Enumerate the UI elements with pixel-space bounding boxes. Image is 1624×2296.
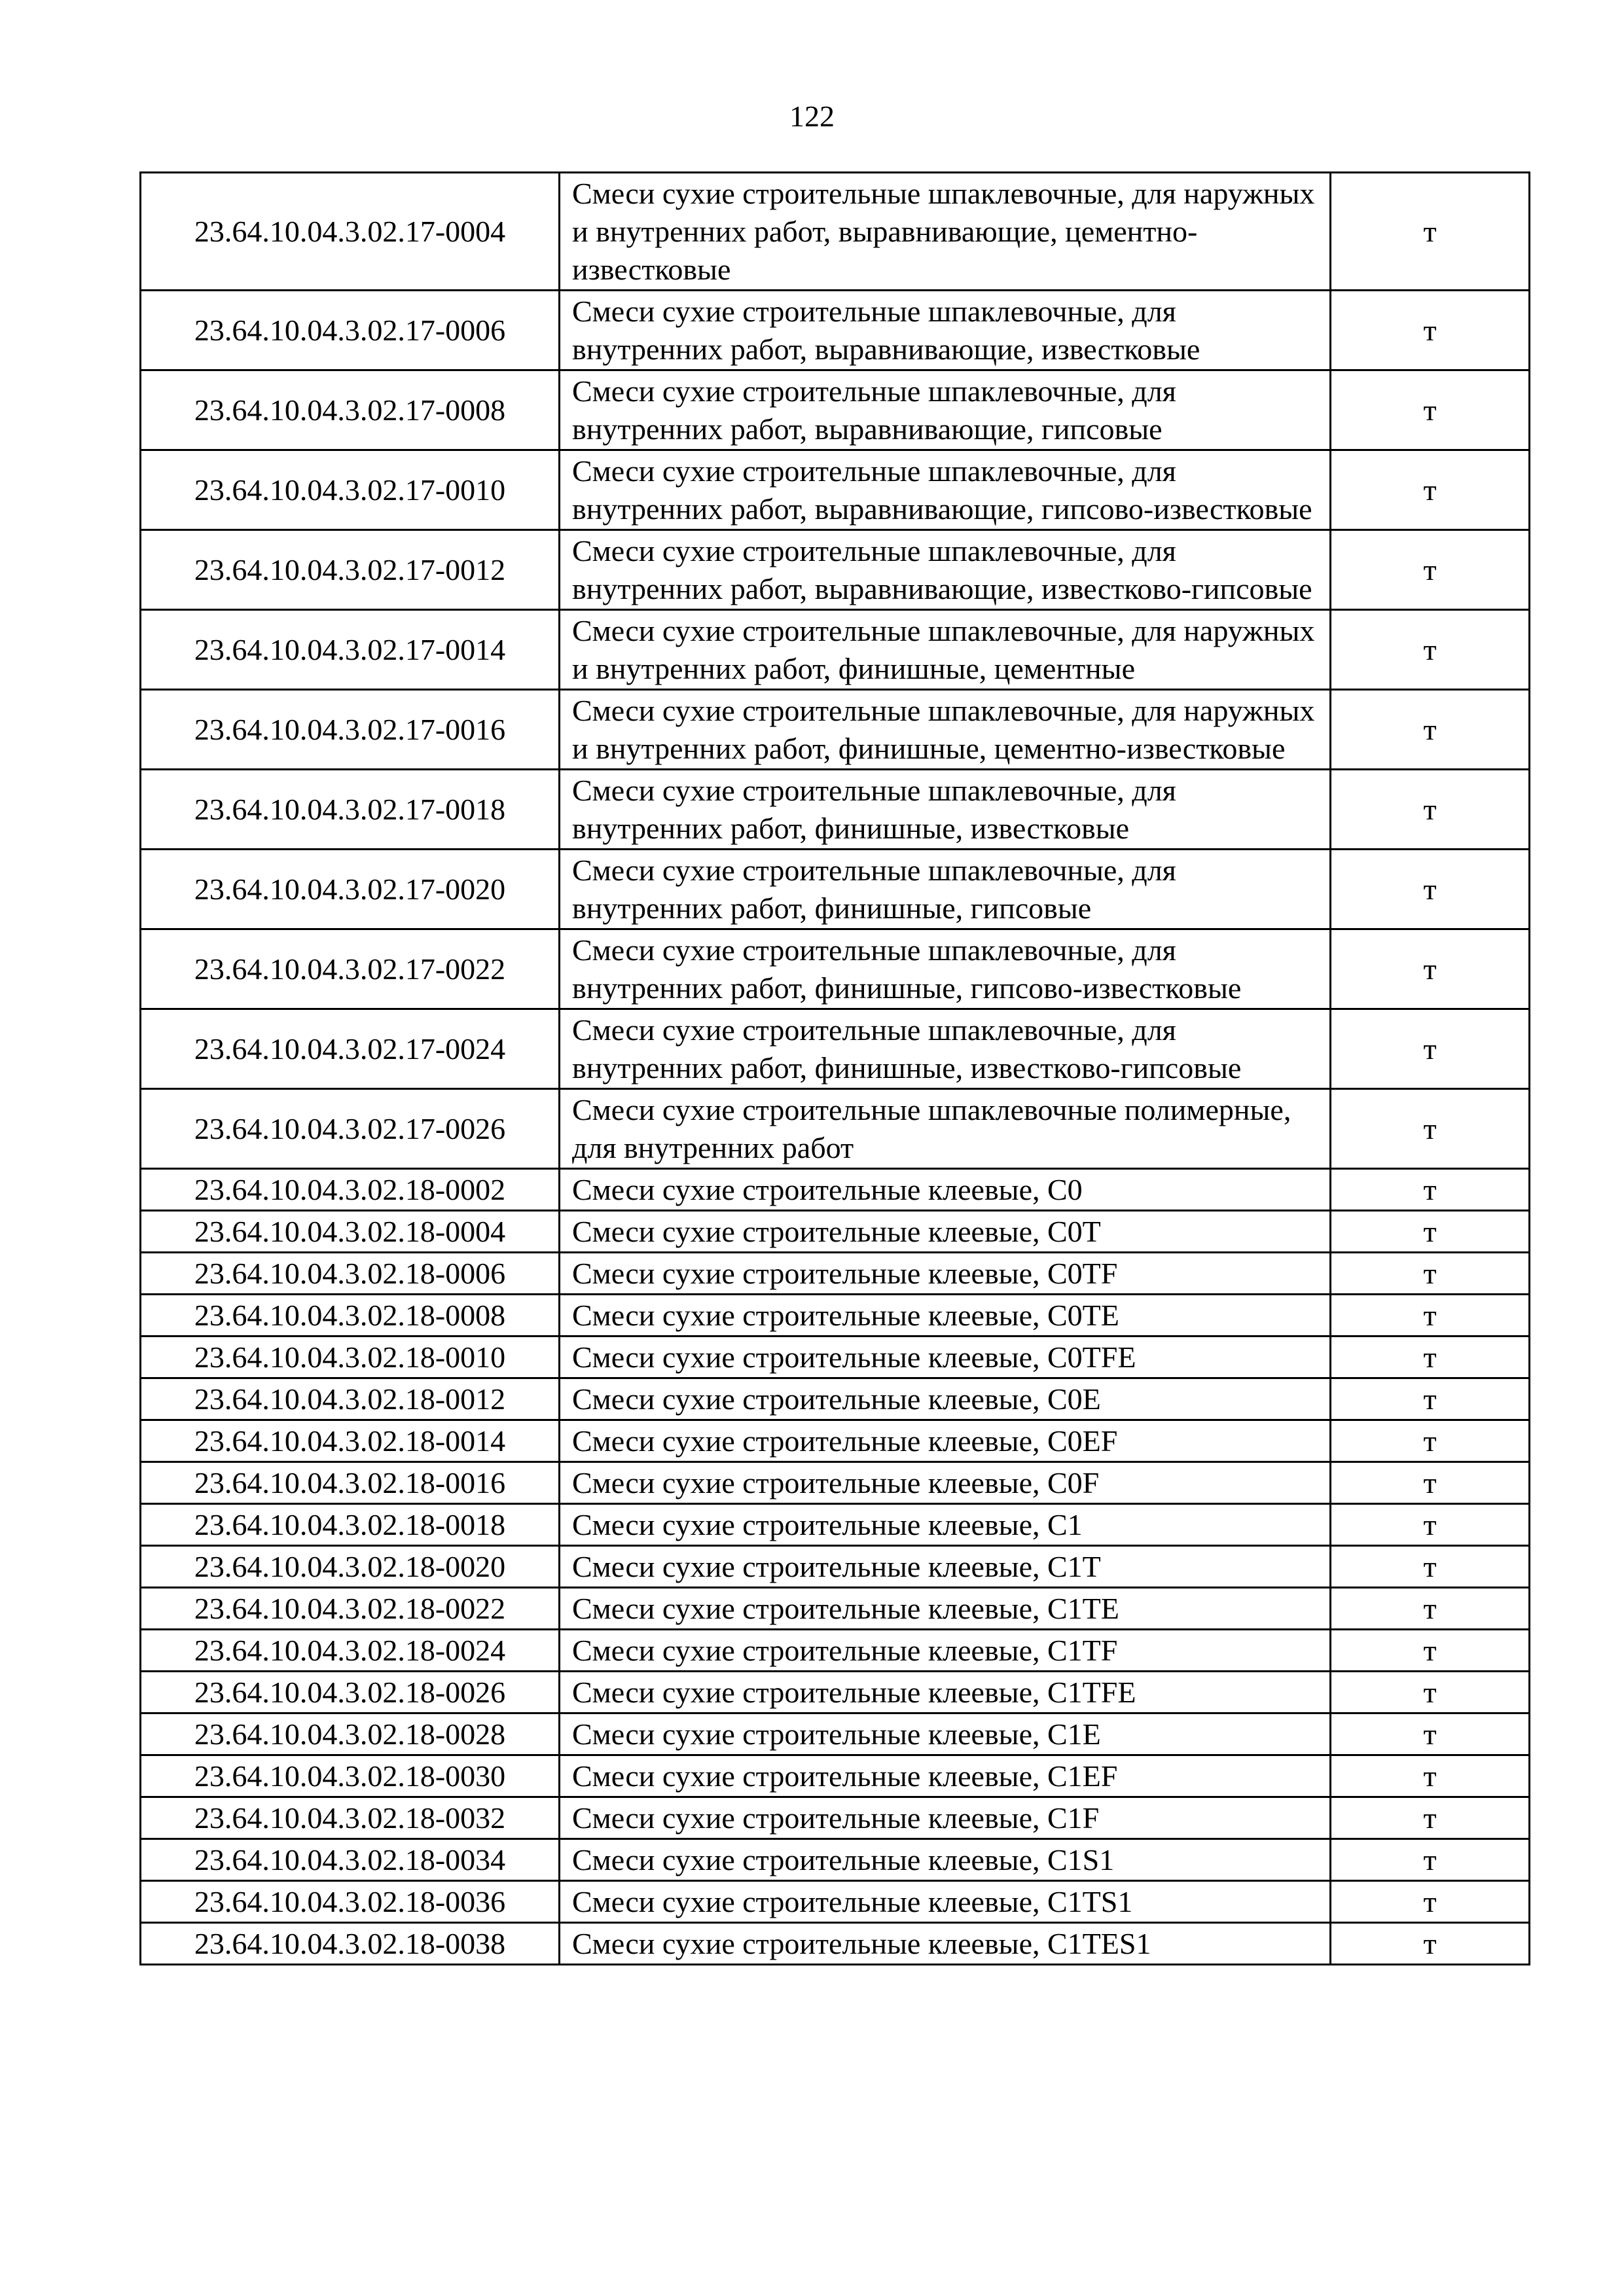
- table-row: [141, 291, 1530, 370]
- row-unit-cell: т: [1331, 690, 1530, 770]
- row-code-cell: 23.64.10.04.3.02.18-0012: [141, 1378, 560, 1420]
- row-name-cell: Смеси сухие строительные клеевые, C0TFE: [560, 1336, 1331, 1378]
- row-unit-cell: т: [1331, 1797, 1530, 1839]
- row-code-cell: 23.64.10.04.3.02.17-0020: [141, 850, 560, 929]
- table-row: [141, 1755, 1530, 1797]
- table-body: [141, 173, 1530, 1965]
- row-name-cell: Смеси сухие строительные клеевые, C0F: [560, 1462, 1331, 1504]
- row-name-cell: Смеси сухие строительные шпаклевочные, для внутренних работ, финишные, известковые: [560, 770, 1331, 850]
- row-unit-cell: т: [1331, 1378, 1530, 1420]
- table-row: [141, 1211, 1530, 1253]
- table-row: [141, 1504, 1530, 1546]
- table-row: [141, 929, 1530, 1009]
- table-row: [141, 1546, 1530, 1588]
- row-name-cell: Смеси сухие строительные клеевые, C0TF: [560, 1253, 1331, 1295]
- row-code-cell: 23.64.10.04.3.02.18-0022: [141, 1588, 560, 1630]
- page-number: 122: [789, 99, 835, 133]
- row-unit-cell: т: [1331, 1672, 1530, 1713]
- table-row: [141, 1420, 1530, 1462]
- row-unit-cell: т: [1331, 1295, 1530, 1336]
- table-row: [141, 1630, 1530, 1672]
- row-code-cell: 23.64.10.04.3.02.17-0006: [141, 291, 560, 370]
- row-name-cell: Смеси сухие строительные клеевые, C0EF: [560, 1420, 1331, 1462]
- row-name-cell: Смеси сухие строительные шпаклевочные, для внутренних работ, выравнивающие, гипсовые: [560, 370, 1331, 450]
- row-code-cell: 23.64.10.04.3.02.17-0022: [141, 929, 560, 1009]
- row-unit-cell: т: [1331, 1089, 1530, 1169]
- row-code-cell: 23.64.10.04.3.02.18-0002: [141, 1169, 560, 1211]
- row-code-cell: 23.64.10.04.3.02.17-0010: [141, 450, 560, 530]
- row-code-cell: 23.64.10.04.3.02.17-0026: [141, 1089, 560, 1169]
- row-unit-cell: т: [1331, 929, 1530, 1009]
- row-code-cell: 23.64.10.04.3.02.17-0018: [141, 770, 560, 850]
- row-name-cell: Смеси сухие строительные шпаклевочные, для внутренних работ, финишные, известково-гипсовые: [560, 1009, 1331, 1089]
- row-name-cell: Смеси сухие строительные клеевые, C1S1: [560, 1839, 1331, 1881]
- table-row: [141, 1462, 1530, 1504]
- table-row: [141, 770, 1530, 850]
- table-row: [141, 1336, 1530, 1378]
- row-code-cell: 23.64.10.04.3.02.17-0004: [141, 173, 560, 291]
- table-row: [141, 1169, 1530, 1211]
- row-name-cell: Смеси сухие строительные клеевые, C1E: [560, 1713, 1331, 1755]
- row-code-cell: 23.64.10.04.3.02.17-0024: [141, 1009, 560, 1089]
- row-unit-cell: т: [1331, 1755, 1530, 1797]
- row-code-cell: 23.64.10.04.3.02.18-0008: [141, 1295, 560, 1336]
- row-code-cell: 23.64.10.04.3.02.18-0026: [141, 1672, 560, 1713]
- table-row: [141, 1839, 1530, 1881]
- table-row: [141, 1713, 1530, 1755]
- row-unit-cell: т: [1331, 850, 1530, 929]
- row-unit-cell: т: [1331, 450, 1530, 530]
- row-unit-cell: т: [1331, 1839, 1530, 1881]
- row-code-cell: 23.64.10.04.3.02.18-0032: [141, 1797, 560, 1839]
- row-unit-cell: т: [1331, 1253, 1530, 1295]
- row-code-cell: 23.64.10.04.3.02.18-0014: [141, 1420, 560, 1462]
- table-row: [141, 1588, 1530, 1630]
- table-row: [141, 1089, 1530, 1169]
- row-unit-cell: т: [1331, 530, 1530, 610]
- row-name-cell: Смеси сухие строительные клеевые, C0TE: [560, 1295, 1331, 1336]
- table-row: [141, 450, 1530, 530]
- row-name-cell: Смеси сухие строительные шпаклевочные, для внутренних работ, финишные, гипсово-известковые: [560, 929, 1331, 1009]
- row-name-cell: Смеси сухие строительные клеевые, C1T: [560, 1546, 1331, 1588]
- row-unit-cell: т: [1331, 1923, 1530, 1965]
- row-code-cell: 23.64.10.04.3.02.18-0020: [141, 1546, 560, 1588]
- row-name-cell: Смеси сухие строительные клеевые, C1TFE: [560, 1672, 1331, 1713]
- table-row: [141, 1881, 1530, 1923]
- row-unit-cell: т: [1331, 370, 1530, 450]
- row-name-cell: Смеси сухие строительные клеевые, C1TES1: [560, 1923, 1331, 1965]
- row-unit-cell: т: [1331, 1420, 1530, 1462]
- row-unit-cell: т: [1331, 610, 1530, 690]
- table-row: [141, 850, 1530, 929]
- row-unit-cell: т: [1331, 1009, 1530, 1089]
- row-name-cell: Смеси сухие строительные клеевые, C0: [560, 1169, 1331, 1211]
- row-name-cell: Смеси сухие строительные клеевые, C1EF: [560, 1755, 1331, 1797]
- table-row: [141, 1797, 1530, 1839]
- row-unit-cell: т: [1331, 770, 1530, 850]
- row-code-cell: 23.64.10.04.3.02.18-0006: [141, 1253, 560, 1295]
- row-unit-cell: т: [1331, 1462, 1530, 1504]
- row-unit-cell: т: [1331, 1504, 1530, 1546]
- table-row: [141, 1923, 1530, 1965]
- row-name-cell: Смеси сухие строительные шпаклевочные, для внутренних работ, финишные, гипсовые: [560, 850, 1331, 929]
- row-code-cell: 23.64.10.04.3.02.17-0014: [141, 610, 560, 690]
- table-row: [141, 1295, 1530, 1336]
- row-unit-cell: т: [1331, 1336, 1530, 1378]
- row-code-cell: 23.64.10.04.3.02.17-0016: [141, 690, 560, 770]
- row-code-cell: 23.64.10.04.3.02.18-0016: [141, 1462, 560, 1504]
- row-code-cell: 23.64.10.04.3.02.17-0012: [141, 530, 560, 610]
- table-row: [141, 610, 1530, 690]
- row-name-cell: Смеси сухие строительные шпаклевочные, для наружных и внутренних работ, финишные, цементные: [560, 610, 1331, 690]
- row-unit-cell: т: [1331, 1881, 1530, 1923]
- row-name-cell: Смеси сухие строительные шпаклевочные полимерные, для внутренних работ: [560, 1089, 1331, 1169]
- row-name-cell: Смеси сухие строительные клеевые, C0T: [560, 1211, 1331, 1253]
- row-name-cell: Смеси сухие строительные клеевые, C1TS1: [560, 1881, 1331, 1923]
- table-row: [141, 1378, 1530, 1420]
- row-name-cell: Смеси сухие строительные шпаклевочные, для внутренних работ, выравнивающие, известковые: [560, 291, 1331, 370]
- row-code-cell: 23.64.10.04.3.02.18-0004: [141, 1211, 560, 1253]
- row-code-cell: 23.64.10.04.3.02.18-0030: [141, 1755, 560, 1797]
- row-name-cell: Смеси сухие строительные шпаклевочные, для наружных и внутренних работ, финишные, цементно-известковые: [560, 690, 1331, 770]
- row-name-cell: Смеси сухие строительные шпаклевочные, для внутренних работ, выравнивающие, гипсово-известковые: [560, 450, 1331, 530]
- table-row: [141, 1009, 1530, 1089]
- row-unit-cell: т: [1331, 173, 1530, 291]
- row-code-cell: 23.64.10.04.3.02.18-0036: [141, 1881, 560, 1923]
- row-unit-cell: т: [1331, 291, 1530, 370]
- table-row: [141, 370, 1530, 450]
- row-name-cell: Смеси сухие строительные клеевые, C1F: [560, 1797, 1331, 1839]
- row-code-cell: 23.64.10.04.3.02.17-0008: [141, 370, 560, 450]
- row-unit-cell: т: [1331, 1588, 1530, 1630]
- row-name-cell: Смеси сухие строительные клеевые, C1TE: [560, 1588, 1331, 1630]
- row-name-cell: Смеси сухие строительные клеевые, C0E: [560, 1378, 1331, 1420]
- row-name-cell: Смеси сухие строительные шпаклевочные, для внутренних работ, выравнивающие, известково-гипсовые: [560, 530, 1331, 610]
- row-name-cell: Смеси сухие строительные клеевые, C1TF: [560, 1630, 1331, 1672]
- table-row: [141, 173, 1530, 291]
- row-unit-cell: т: [1331, 1211, 1530, 1253]
- row-unit-cell: т: [1331, 1713, 1530, 1755]
- row-name-cell: Смеси сухие строительные клеевые, C1: [560, 1504, 1331, 1546]
- table-row: [141, 530, 1530, 610]
- table-row: [141, 690, 1530, 770]
- row-code-cell: 23.64.10.04.3.02.18-0018: [141, 1504, 560, 1546]
- row-name-cell: Смеси сухие строительные шпаклевочные, для наружных и внутренних работ, выравнивающие, цементно-известковые: [560, 173, 1331, 291]
- row-code-cell: 23.64.10.04.3.02.18-0010: [141, 1336, 560, 1378]
- materials-table: [139, 171, 1530, 1965]
- table-row: [141, 1672, 1530, 1713]
- row-code-cell: 23.64.10.04.3.02.18-0038: [141, 1923, 560, 1965]
- row-unit-cell: т: [1331, 1630, 1530, 1672]
- row-unit-cell: т: [1331, 1169, 1530, 1211]
- row-unit-cell: т: [1331, 1546, 1530, 1588]
- row-code-cell: 23.64.10.04.3.02.18-0024: [141, 1630, 560, 1672]
- row-code-cell: 23.64.10.04.3.02.18-0034: [141, 1839, 560, 1881]
- row-code-cell: 23.64.10.04.3.02.18-0028: [141, 1713, 560, 1755]
- table-row: [141, 1253, 1530, 1295]
